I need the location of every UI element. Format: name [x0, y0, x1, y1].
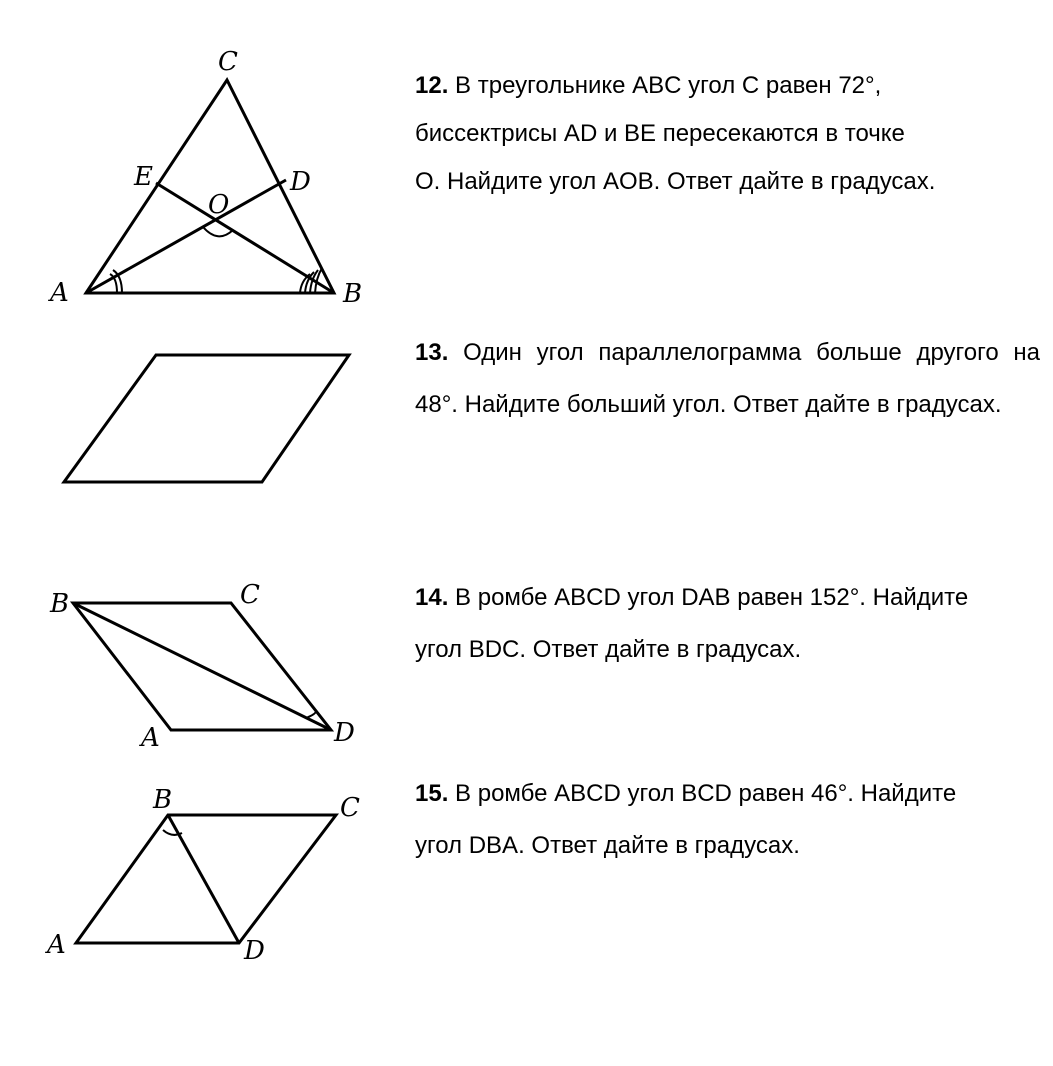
- rhombus-abcd-15: [76, 815, 336, 943]
- label-14-c: C: [240, 580, 260, 610]
- figure-15-rhombus: [76, 815, 336, 943]
- problem-15-line-1: [415, 768, 1040, 820]
- diagonal-bd-14: [73, 603, 331, 730]
- problem-14-text-1: В ромбе ABCD угол DAB равен 152°. Найдите: [455, 584, 969, 611]
- problem-12-line-2: биссектрисы AD и BE пересекаются в точке: [415, 120, 905, 147]
- problem-15-number: 15.: [415, 780, 449, 807]
- problem-12-text-1: В треугольнике ABC угол С равен 72°,: [455, 72, 882, 99]
- bisector-ad: [86, 180, 286, 293]
- problem-12-line-3: O. Найдите угол AOB. Ответ дайте в градусах.: [415, 168, 936, 195]
- problem-12-number: 12.: [415, 72, 449, 99]
- problem-13-number: 13.: [415, 339, 449, 366]
- problem-14-line-1: [415, 572, 1040, 624]
- label-15-d: D: [244, 936, 265, 966]
- label-12-d: D: [290, 167, 311, 197]
- label-12-o: O: [208, 190, 230, 220]
- problem-13: [415, 327, 1040, 431]
- label-12-e: E: [134, 162, 153, 192]
- figure-13-parallelogram: [64, 355, 349, 482]
- figure-14-rhombus: [73, 603, 331, 730]
- problem-15-text-1: В ромбе ABCD угол BCD равен 46°. Найдите: [455, 780, 957, 807]
- problem-15: [415, 768, 1040, 872]
- label-15-c: C: [340, 793, 360, 823]
- problem-13-text: Один угол параллелограмма больше другого на 48°. Найдите больший угол. Ответ дайте в градусах.: [415, 339, 1041, 418]
- label-12-b: B: [343, 279, 363, 309]
- problem-14: [415, 572, 1040, 676]
- problem-12: [415, 62, 1040, 206]
- label-15-a: A: [47, 930, 66, 960]
- label-14-b: B: [50, 589, 70, 619]
- label-14-d: D: [334, 718, 355, 748]
- problem-14-number: 14.: [415, 584, 449, 611]
- problem-15-line-2: угол DBA. Ответ дайте в градусах.: [415, 832, 800, 859]
- problem-12-line-1: [415, 62, 1040, 110]
- problem-14-line-2: угол BDC. Ответ дайте в градусах.: [415, 636, 802, 663]
- angle-bdc-arc: [306, 711, 316, 718]
- label-12-c: C: [218, 47, 238, 77]
- label-14-a: A: [141, 723, 160, 753]
- label-15-b: B: [153, 785, 173, 815]
- label-12-a: A: [50, 278, 69, 308]
